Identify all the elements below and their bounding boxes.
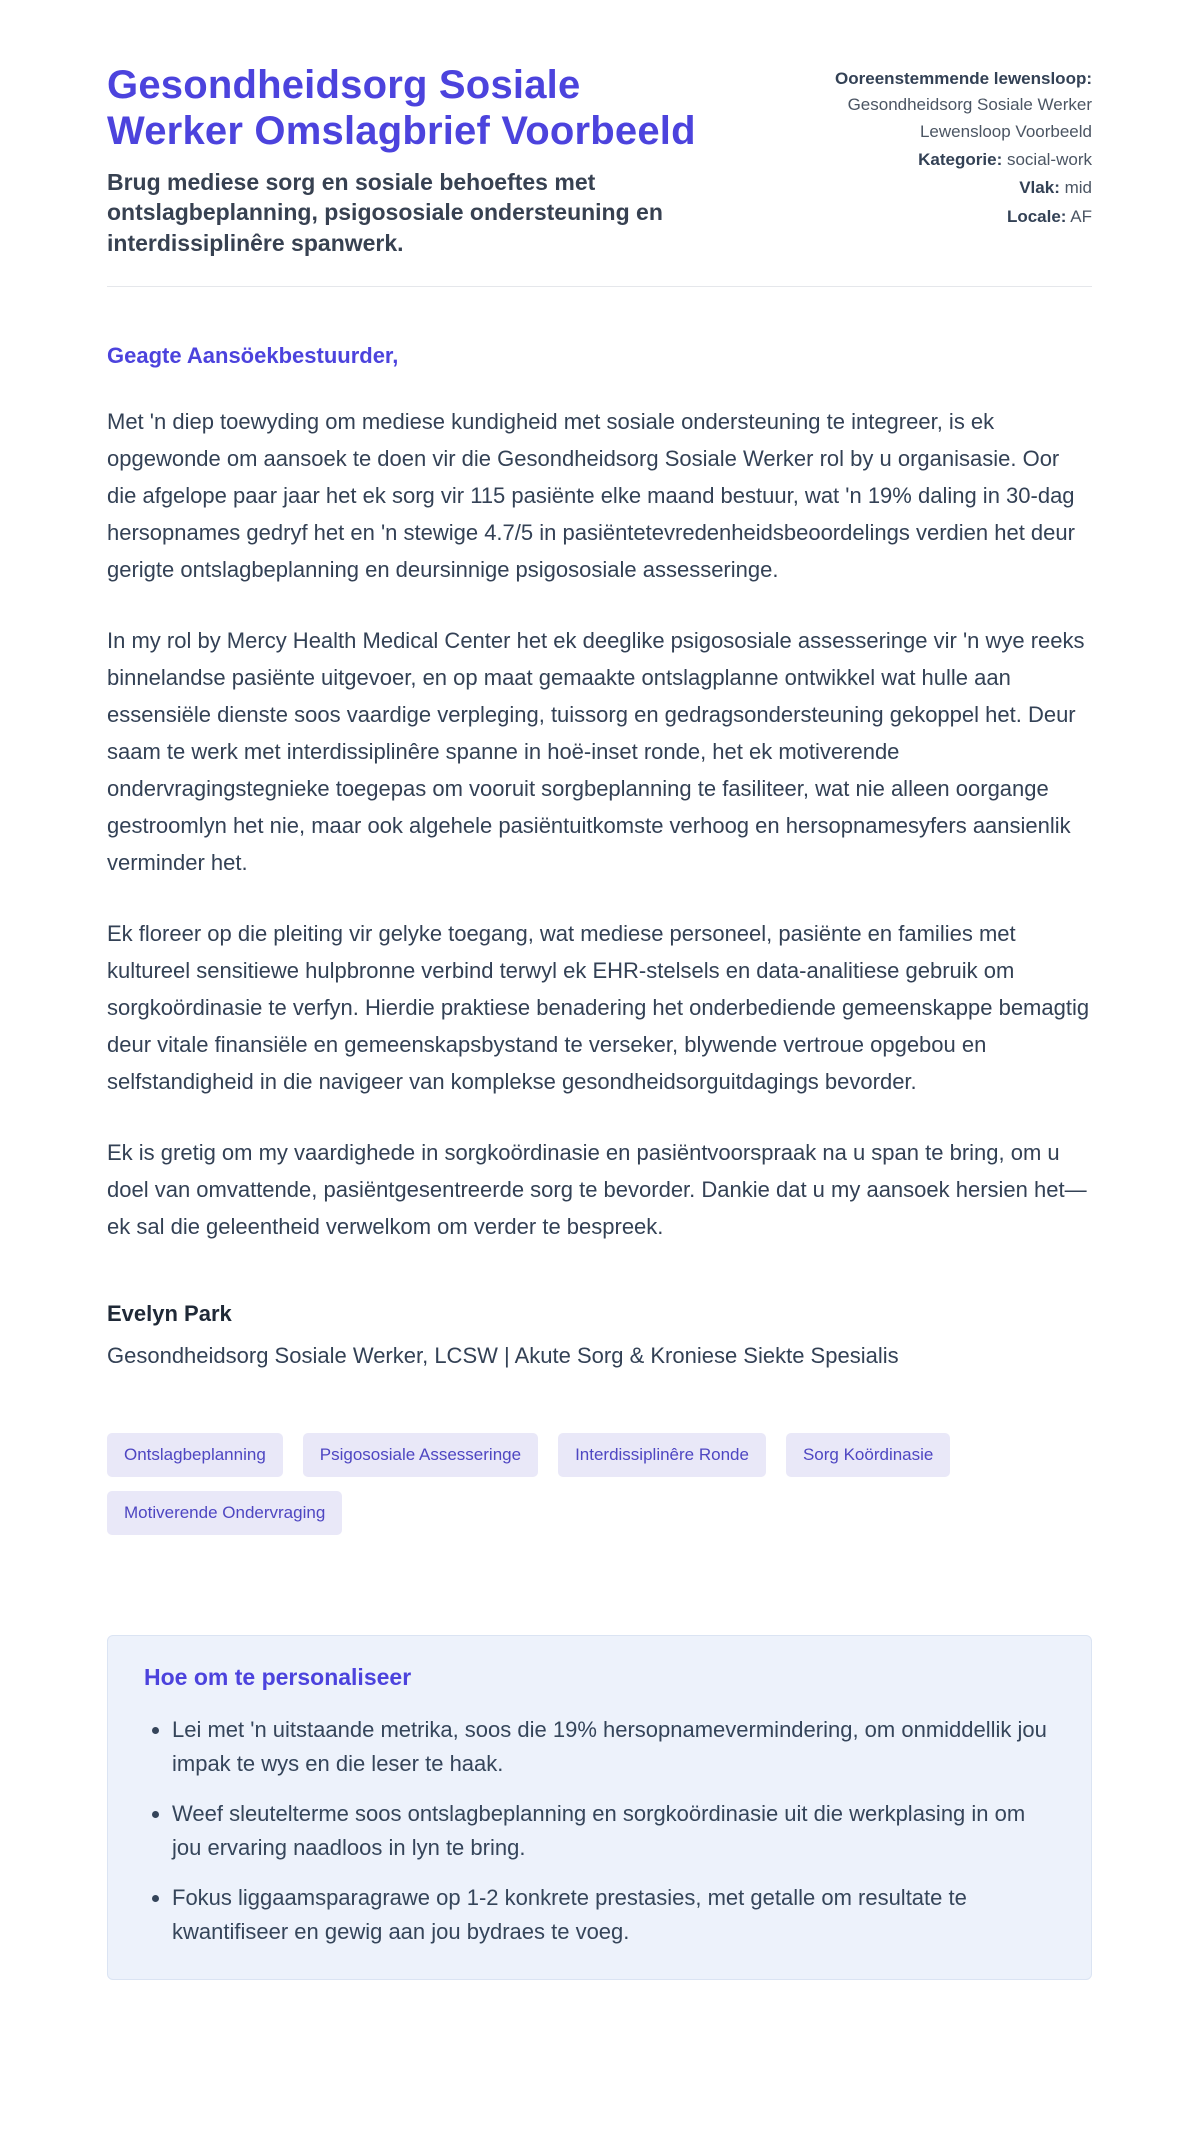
skill-tag: Ontslagbeplanning bbox=[107, 1433, 283, 1477]
letter-paragraph: In my rol by Mercy Health Medical Center het ek deeglike psigososiale assesseringe vir 'n wye reeks binnelandse pasiënte uitgevoer, en op maat gemaakte ontslagplanne ontwikkel wat hulle aan essensiële dienste soos vaardige verpleging, tuissorg en gedragsondersteuning gekoppel het. Deur saam te werk met interdissiplinêre spanne in hoë-inset ronde, het ek motiverende ondervragingstegnieke toegepas om vooruit sorgbeplanning te fasiliteer, wat nie alleen oorgange gestroomlyn het nie, maar ook algehele pasiëntuitkomste verhoog en hersopnamesyfers aansienlik verminder het. bbox=[107, 627, 1085, 875]
meta-level bbox=[792, 175, 1092, 201]
meta-label: Kategorie: bbox=[918, 150, 1003, 170]
tips-heading: Hoe om te personaliseer bbox=[144, 1663, 412, 1690]
tip-item: • Lei met 'n uitstaande metrika, soos die 19% hersopnamevermindering, om onmiddellik jou impak te wys en die leser te haak. bbox=[172, 1713, 1055, 1781]
personalization-tips-box bbox=[107, 1635, 1092, 1980]
skill-tag: Psigososiale Assesseringe bbox=[303, 1433, 538, 1477]
tips-list bbox=[144, 1713, 1055, 1949]
meta-value: social-work bbox=[1006, 150, 1092, 170]
meta-value: mid bbox=[1064, 178, 1092, 198]
header-meta bbox=[792, 62, 1092, 232]
letter-paragraph: Met 'n diep toewyding om mediese kundigheid met sosiale ondersteuning te integreer, is ek opgewonde om aansoek te doen vir die Gesondheidsorg Sosiale Werker rol by u organisasie. Oor die afgelope paar jaar het ek sorg vir 115 pasiënte elke maand bestuur, wat 'n 19% daling in 30-dag hersopnames gedryf het en 'n stewige 4.7/5 in pasiëntetevredenheidsbeoordelings verdien het deur gerigte ontslagbeplanning en deursinnige psigososiale assesseringe. bbox=[107, 408, 1075, 582]
signature-name: Evelyn Park bbox=[107, 1300, 232, 1326]
meta-matching-resume bbox=[792, 66, 1092, 145]
tip-item: • Weef sleutelterme soos ontslagbeplanning en sorgkoördinasie uit die werkplasing in om jou ervaring naadloos in lyn te bring. bbox=[172, 1797, 1055, 1865]
meta-value: AF bbox=[1070, 206, 1092, 226]
letter-greeting: Geagte Aansöekbestuurder, bbox=[107, 342, 399, 368]
letter-paragraph: Ek floreer op die pleiting vir gelyke toegang, wat mediese personeel, pasiënte en families met kultureel sensitiewe hulpbronne verbind terwyl ek EHR-stelsels en data-analitiese gebruik om sorgkoördinasie te verfyn. Hierdie praktiese benadering het onderbediende gemeenskappe bemagtig deur vitale finansiële en gemeenskapsbystand te verseker, blywende vertroue opgebou en selfstandigheid in die navigeer van komplekse gesondheidsorguitdagings bevorder. bbox=[107, 920, 1090, 1094]
skill-tag: Sorg Koördinasie bbox=[786, 1433, 950, 1477]
meta-label: Ooreenstemmende lewensloop: bbox=[835, 69, 1092, 88]
skill-tag: Motiverende Ondervraging bbox=[107, 1491, 342, 1535]
page-title: Gesondheidsorg Sosiale Werker Omslagbrief Voorbeeld bbox=[107, 63, 696, 154]
tip-item: • Fokus liggaamsparagrawe op 1-2 konkrete prestasies, met getalle om resultate te kwantifiseer en gewig aan jou bydraes te voeg. bbox=[172, 1881, 1055, 1949]
signature-block bbox=[107, 1301, 1092, 1369]
letter-paragraph: Ek is gretig om my vaardighede in sorgkoördinasie en pasiëntvoorspraak na u span te bring, om u doel van omvattende, pasiëntgesentreerde sorg te bevorder. Dankie dat u my aansoek hersien het—ek sal die geleentheid verwelkom om verder te bespreek. bbox=[107, 1139, 1087, 1239]
page-subtitle: Brug mediese sorg en sosiale behoeftes met ontslagbeplanning, psigososiale ondersteuning en interdissiplinêre spanwerk. bbox=[107, 168, 663, 256]
header-divider bbox=[107, 286, 1092, 287]
skill-tag: Interdissiplinêre Ronde bbox=[558, 1433, 766, 1477]
meta-value: Gesondheidsorg Sosiale Werker Lewensloop Voorbeeld bbox=[847, 95, 1092, 141]
meta-label: Vlak: bbox=[1019, 178, 1060, 198]
meta-label: Locale: bbox=[1006, 206, 1067, 226]
header-title-block bbox=[107, 62, 697, 258]
signature-role: Gesondheidsorg Sosiale Werker, LCSW | Akute Sorg & Kroniese Siekte Spesialis bbox=[107, 1342, 899, 1368]
header bbox=[107, 62, 1092, 258]
meta-category bbox=[792, 147, 1092, 173]
skill-tags bbox=[107, 1433, 1092, 1535]
meta-locale bbox=[792, 204, 1092, 230]
